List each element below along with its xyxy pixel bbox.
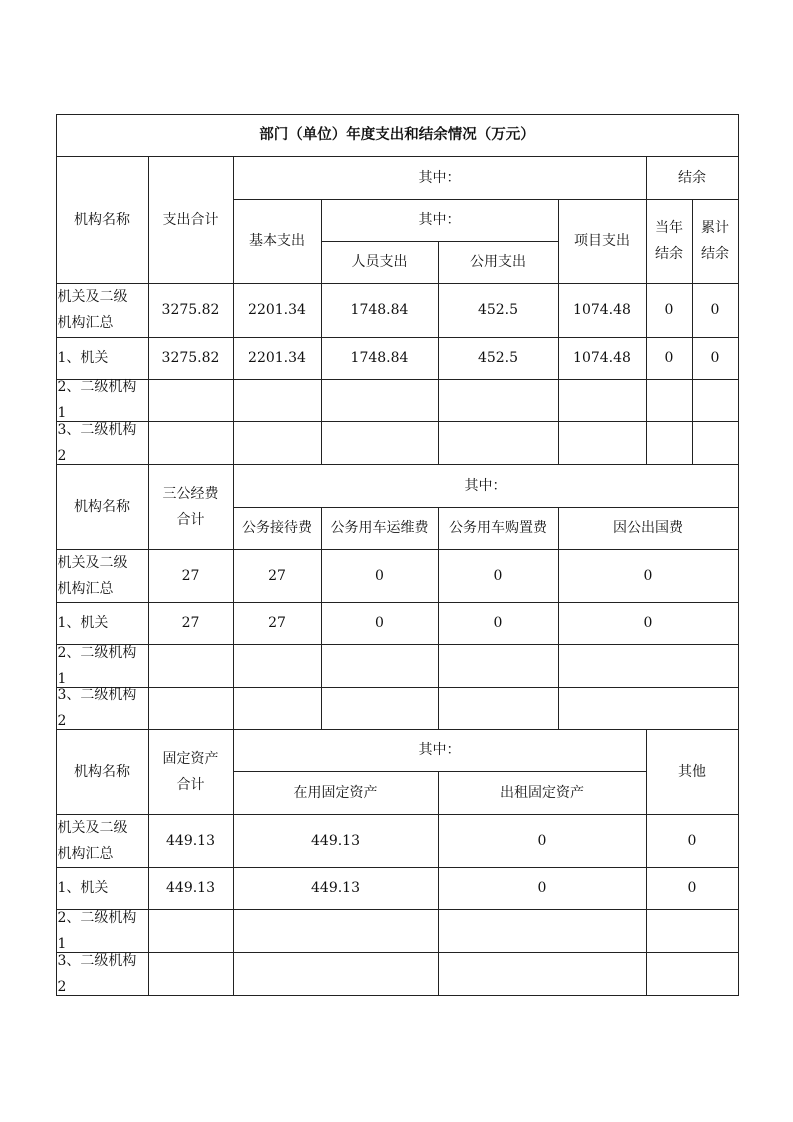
row-org-name: 机关及二级 机构汇总 — [56, 814, 149, 868]
table-cell — [233, 952, 439, 996]
table-cell — [438, 952, 647, 996]
header-org-name: 机构名称 — [56, 729, 149, 815]
table-cell: 449.13 — [148, 867, 234, 910]
row-org-name: 3、二级机构 2 — [56, 952, 149, 996]
table-cell — [148, 687, 234, 730]
table-cell — [438, 909, 647, 953]
header-org-name: 机构名称 — [56, 464, 149, 550]
row-org-name: 1、机关 — [56, 867, 149, 910]
header-rented-assets: 出租固定资产 — [438, 771, 647, 815]
header-vehicle-purchase: 公务用车购置费 — [438, 507, 559, 550]
header-abroad: 因公出国费 — [558, 507, 739, 550]
table-cell — [148, 644, 234, 688]
table-title: 部门（单位）年度支出和结余情况（万元） — [56, 114, 739, 157]
row-org-name: 2、二级机构 1 — [56, 379, 149, 422]
header-of-which: 其中： — [233, 464, 739, 508]
header-other: 其他 — [646, 729, 739, 815]
header-of-which: 其中： — [233, 729, 647, 772]
table-cell: 27 — [148, 549, 234, 603]
table-cell — [148, 379, 234, 422]
row-org-name: 1、机关 — [56, 602, 149, 645]
table-cell: 2201.34 — [233, 283, 322, 338]
table-cell — [233, 379, 322, 422]
row-org-name: 2、二级机构 1 — [56, 644, 149, 688]
table-cell: 27 — [148, 602, 234, 645]
table-cell — [558, 644, 739, 688]
row-org-name: 机关及二级 机构汇总 — [56, 283, 149, 338]
table-cell: 3275.82 — [148, 337, 234, 380]
table-cell: 0 — [646, 814, 739, 868]
table-cell — [321, 687, 439, 730]
table-cell — [233, 909, 439, 953]
table-cell: 0 — [692, 337, 739, 380]
table-cell — [148, 952, 234, 996]
table-cell: 1074.48 — [558, 283, 647, 338]
table-cell — [646, 421, 693, 465]
header-public-expenditure: 公用支出 — [438, 241, 559, 284]
table-cell: 452.5 — [438, 283, 559, 338]
table-cell: 1748.84 — [321, 337, 439, 380]
header-of-which: 其中： — [233, 156, 647, 200]
row-org-name: 3、二级机构 2 — [56, 421, 149, 465]
header-fixed-assets-total: 固定资产 合计 — [148, 729, 234, 815]
table-cell: 3275.82 — [148, 283, 234, 338]
table-cell — [646, 379, 693, 422]
header-basic-expenditure: 基本支出 — [233, 199, 322, 284]
table-cell — [233, 644, 322, 688]
table-cell: 452.5 — [438, 337, 559, 380]
table-cell: 0 — [646, 283, 693, 338]
row-org-name: 2、二级机构 1 — [56, 909, 149, 953]
table-cell — [692, 379, 739, 422]
header-cumulative-balance: 累计 结余 — [692, 199, 739, 284]
table-cell: 0 — [558, 549, 739, 603]
table-cell — [438, 379, 559, 422]
header-in-use-assets: 在用固定资产 — [233, 771, 439, 815]
table-cell: 0 — [321, 602, 439, 645]
row-org-name: 3、二级机构 2 — [56, 687, 149, 730]
row-org-name: 1、机关 — [56, 337, 149, 380]
table-cell — [148, 909, 234, 953]
table-cell: 0 — [692, 283, 739, 338]
table-cell: 0 — [438, 549, 559, 603]
table-cell — [438, 421, 559, 465]
header-current-year-balance: 当年 结余 — [646, 199, 693, 284]
table-cell — [148, 421, 234, 465]
table-cell: 449.13 — [148, 814, 234, 868]
table-cell — [692, 421, 739, 465]
table-cell — [233, 421, 322, 465]
table-cell: 27 — [233, 602, 322, 645]
header-three-public-total: 三公经费 合计 — [148, 464, 234, 550]
header-reception: 公务接待费 — [233, 507, 322, 550]
table-cell: 2201.34 — [233, 337, 322, 380]
header-org-name: 机构名称 — [56, 156, 149, 284]
table-cell: 27 — [233, 549, 322, 603]
table-cell — [558, 687, 739, 730]
table-cell — [438, 687, 559, 730]
table-cell — [321, 421, 439, 465]
header-project-expenditure: 项目支出 — [558, 199, 647, 284]
header-personnel-expenditure: 人员支出 — [321, 241, 439, 284]
table-cell: 0 — [646, 867, 739, 910]
row-org-name: 机关及二级 机构汇总 — [56, 549, 149, 603]
table-cell: 0 — [438, 602, 559, 645]
table-cell: 0 — [321, 549, 439, 603]
table-cell: 0 — [438, 814, 647, 868]
table-cell: 1074.48 — [558, 337, 647, 380]
table-cell: 449.13 — [233, 867, 439, 910]
table-cell — [321, 644, 439, 688]
table-cell — [646, 909, 739, 953]
table-cell — [646, 952, 739, 996]
table-cell: 1748.84 — [321, 283, 439, 338]
table-cell: 0 — [438, 867, 647, 910]
table-cell — [321, 379, 439, 422]
table-cell — [233, 687, 322, 730]
header-expenditure-total: 支出合计 — [148, 156, 234, 284]
header-vehicle-operation: 公务用车运维费 — [321, 507, 439, 550]
table-cell — [438, 644, 559, 688]
header-of-which-basic: 其中： — [321, 199, 559, 242]
table-cell: 0 — [646, 337, 693, 380]
table-cell: 449.13 — [233, 814, 439, 868]
table-cell — [558, 421, 647, 465]
table-cell — [558, 379, 647, 422]
header-balance: 结余 — [646, 156, 739, 200]
table-cell: 0 — [558, 602, 739, 645]
